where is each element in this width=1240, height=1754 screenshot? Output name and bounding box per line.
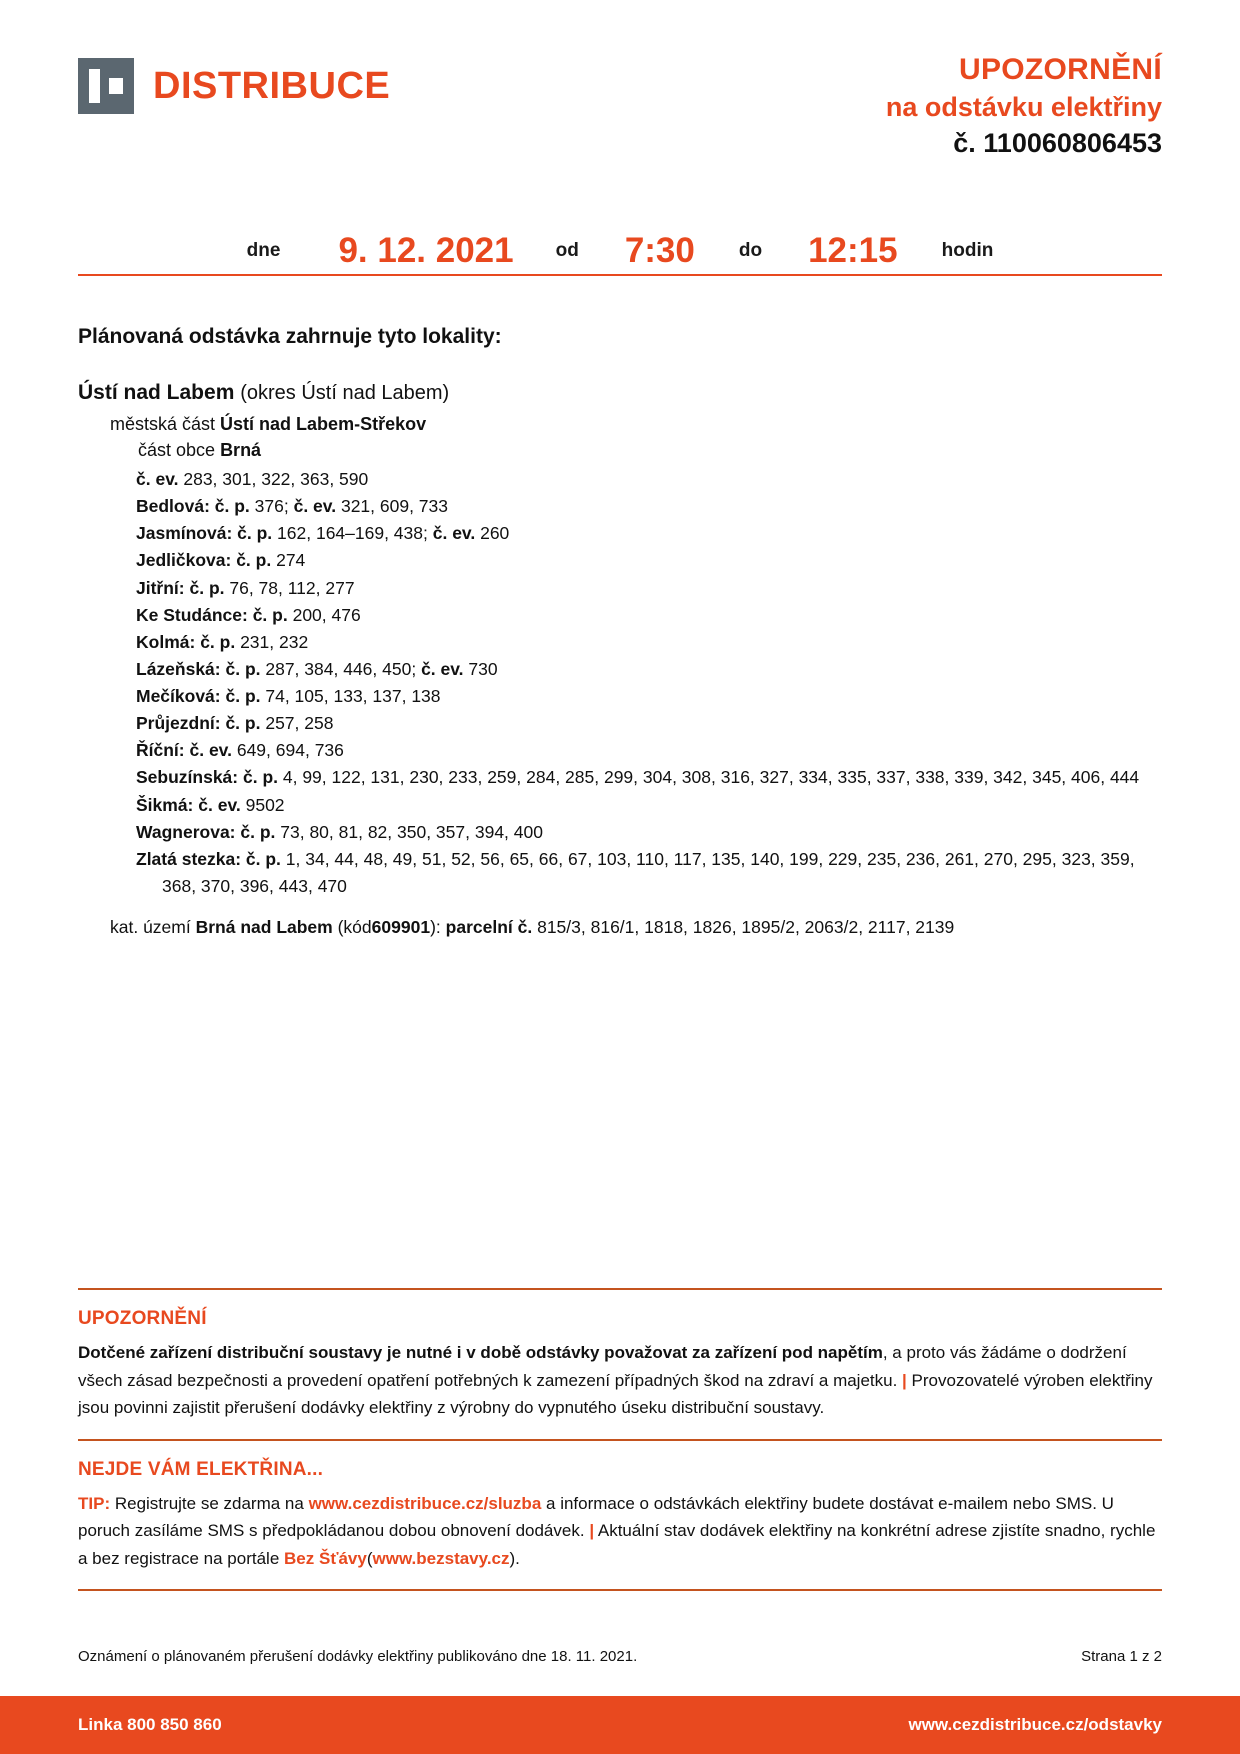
- street-entry: [136, 629, 1162, 656]
- notice-warning-lead: Dotčené zařízení distribuční soustavy je nutné i v době odstávky považovat za zařízení pod napětím: [78, 1343, 883, 1362]
- footer-phone: Linka 800 850 860: [78, 1715, 222, 1734]
- street-name: Jasmínová:: [136, 523, 238, 544]
- street-name: Šikmá:: [136, 794, 199, 815]
- localities-intro: Plánovaná odstávka zahrnuje tyto lokality:: [78, 325, 502, 348]
- street-numbers: 4, 99, 122, 131, 230, 233, 259, 284, 285, 299, 304, 308, 316, 327, 334, 335, 337, 338, 339, 342, 345, 406, 444: [278, 767, 1140, 788]
- number-type-label: č. p.: [214, 496, 250, 517]
- notice-warning-after: , a proto vás žádáme o dodržení všech zásad bezpečnosti a provedení opatření potřebných k zamezení případných škod na zdraví a majetku.: [78, 1343, 1127, 1390]
- number-type-label: č. p.: [242, 767, 278, 788]
- city-line: [78, 381, 1162, 405]
- number-type-label: č. ev.: [189, 740, 232, 761]
- street-entry: [136, 656, 1162, 683]
- notice-tip-separator: |: [589, 1521, 595, 1541]
- street-numbers: 9502: [240, 794, 285, 815]
- portal-paren-close: ).: [509, 1548, 520, 1568]
- notice-heading: UPOZORNĚNÍ: [958, 53, 1162, 86]
- parcel-numbers: 815/3, 816/1, 1818, 1826, 1895/2, 2063/2, 2117, 2139: [537, 917, 955, 937]
- number-type-label: č. ev.: [136, 469, 179, 489]
- localities-section: [78, 325, 1162, 940]
- number-type-label: č. p.: [245, 848, 281, 869]
- street-numbers: 231, 232: [235, 631, 309, 652]
- number-type-label: č. p.: [189, 577, 225, 598]
- notice-warning-title: UPOZORNĚNÍ: [78, 1308, 207, 1329]
- street-name: Kolmá:: [136, 631, 201, 652]
- brand-name: DISTRIBUCE: [153, 65, 391, 107]
- notices-section: [78, 1288, 1162, 1591]
- cadastre-line: [110, 914, 1162, 940]
- header-title-block: [886, 50, 1162, 162]
- footer-web[interactable]: www.cezdistribuce.cz/odstavky: [908, 1715, 1162, 1734]
- notice-subheading: na odstávku elektřiny: [885, 91, 1162, 122]
- number-type-label: č. p.: [200, 631, 236, 652]
- parcel-label: parcelní č.: [445, 917, 533, 937]
- cadastre-code: 609901: [371, 917, 431, 937]
- street-entry: [136, 683, 1162, 710]
- cadastre-prefix: kat. území: [110, 917, 191, 937]
- cadastre-code-suffix: ):: [430, 917, 441, 937]
- label-hodin: hodin: [941, 240, 994, 261]
- street-name: Jitřní:: [136, 577, 190, 598]
- municipal-part-prefix: městská část: [110, 414, 216, 434]
- number-type-label: č. p.: [240, 821, 276, 842]
- village-part-prefix: část obce: [138, 440, 216, 460]
- street-numbers: 283, 301, 322, 363, 590: [178, 469, 369, 489]
- portal-name: Bez Šťávy: [284, 1548, 367, 1568]
- cadastre-name: Brná nad Labem: [195, 917, 333, 937]
- street-name: Lázeňská:: [136, 658, 226, 679]
- street-name: Bedlová:: [136, 496, 215, 517]
- outage-datetime-bar: [78, 218, 1162, 276]
- street-entry: [136, 575, 1162, 602]
- municipal-part-line: [110, 414, 1162, 435]
- number-type-label: č. ev.: [432, 523, 476, 544]
- number-type-label: č. ev.: [198, 794, 241, 815]
- publication-row: [78, 1648, 1162, 1665]
- municipal-part-name: Ústí nad Labem-Střekov: [220, 414, 427, 434]
- street-numbers: 73, 80, 81, 82, 350, 357, 394, 400: [275, 821, 543, 842]
- number-type-label: č. ev.: [293, 496, 337, 517]
- street-name: Říční:: [136, 740, 190, 761]
- page-number: Strana 1 z 2: [1081, 1648, 1162, 1665]
- street-name: Ke Studánce:: [136, 604, 253, 625]
- service-link[interactable]: www.cezdistribuce.cz/sluzba: [308, 1493, 542, 1513]
- street-numbers: 321, 609, 733: [336, 496, 448, 517]
- street-name: Wagnerova:: [136, 821, 241, 842]
- street-numbers: 162, 164–169, 438;: [272, 523, 433, 544]
- street-numbers: 257, 258: [260, 713, 334, 734]
- number-type-label: č. p.: [237, 523, 273, 544]
- street-entry: [136, 547, 1162, 574]
- number-type-label: č. p.: [225, 713, 261, 734]
- portal-paren-open: (: [366, 1548, 373, 1568]
- notice-tip-title: NEJDE VÁM ELEKTŘINA...: [78, 1458, 324, 1480]
- portal-link[interactable]: www.bezstavy.cz: [372, 1548, 510, 1568]
- tip-text-3: Aktuální stav dodávek elektřiny na konkrétní adrese zjistíte snadno, rychle a bez registrace na portále: [78, 1521, 1156, 1568]
- notice-warning-separator: |: [902, 1370, 907, 1390]
- outage-time-to: 12:15: [808, 231, 898, 270]
- street-entry: [136, 792, 1162, 819]
- street-name: Průjezdní:: [136, 713, 226, 734]
- city-district: (okres Ústí nad Labem): [240, 382, 450, 404]
- publication-text: Oznámení o plánovaném přerušení dodávky elektřiny publikováno dne 18. 11. 2021.: [78, 1648, 638, 1665]
- brand-block: [78, 58, 390, 114]
- village-part-line: [138, 440, 1162, 461]
- street-numbers: 287, 384, 446, 450;: [260, 658, 422, 679]
- street-numbers: 1, 34, 44, 48, 49, 51, 52, 56, 65, 66, 67, 103, 110, 117, 135, 140, 199, 229, 235, 236, 261, 270, 295, 323, 359, 368, 370, 396, 443, 470: [162, 848, 1135, 896]
- notice-tip-body: [78, 1490, 1162, 1573]
- number-type-label: č. ev.: [421, 658, 464, 679]
- street-numbers: 649, 694, 736: [231, 740, 344, 761]
- divider-bottom: [78, 1589, 1162, 1591]
- street-numbers: 76, 78, 112, 277: [224, 577, 355, 598]
- outage-date: 9. 12. 2021: [338, 231, 514, 270]
- street-entry: [136, 520, 1162, 547]
- number-type-label: č. p.: [225, 686, 261, 706]
- tip-label: TIP:: [78, 1493, 111, 1513]
- street-numbers: 200, 476: [287, 604, 361, 625]
- street-name: Zlatá stezka:: [136, 848, 246, 869]
- street-list: [136, 466, 1162, 900]
- street-name: Jedličkova:: [136, 550, 237, 571]
- outage-time-from: 7:30: [624, 231, 695, 270]
- street-numbers: 260: [475, 523, 510, 544]
- notice-number: č. 110060806453: [953, 127, 1162, 158]
- notice-warning-tail: Provozovatelé výroben elektřiny jsou povinni zajistit přerušení dodávky elektřiny z výrobny do vypnutého úseku distribuční soustavy.: [78, 1370, 1153, 1418]
- document-header: [78, 50, 1162, 170]
- street-numbers: 730: [463, 658, 498, 679]
- street-numbers: 274: [271, 550, 306, 571]
- city-name: Ústí nad Labem: [78, 381, 235, 404]
- notice-warning-body: [78, 1339, 1162, 1422]
- number-type-label: č. p.: [225, 658, 261, 679]
- street-entry: [136, 764, 1162, 791]
- street-entry: [136, 493, 1162, 520]
- notice-tip: [78, 1441, 1162, 1590]
- cez-e-logo-icon: [78, 58, 134, 114]
- label-dne: dne: [246, 240, 281, 261]
- label-do: do: [738, 240, 763, 261]
- cadastre-code-prefix: (kód: [337, 917, 372, 937]
- street-entry: [136, 602, 1162, 629]
- label-od: od: [555, 240, 579, 261]
- notice-warning: [78, 1290, 1162, 1439]
- street-entry: [136, 737, 1162, 764]
- number-type-label: č. p.: [252, 604, 288, 625]
- street-entry: [136, 710, 1162, 737]
- street-entry: [136, 819, 1162, 846]
- street-numbers: 74, 105, 133, 137, 138: [260, 686, 441, 706]
- street-name: Sebuzínská:: [136, 767, 243, 788]
- village-part-name: Brná: [220, 440, 262, 460]
- tip-text-2: a informace o odstávkách elektřiny budete dostávat e-mailem nebo SMS. U poruch zasíláme SMS s předpokládanou dobou obnovení dodávek.: [78, 1493, 1114, 1541]
- street-numbers: 376;: [249, 496, 294, 517]
- street-entry: [136, 466, 1162, 493]
- tip-text-1: Registrujte se zdarma na: [114, 1493, 304, 1513]
- number-type-label: č. p.: [236, 550, 272, 571]
- page-footer: [0, 1696, 1240, 1754]
- street-name: Mečíková:: [136, 686, 226, 706]
- street-entry: [136, 846, 1162, 900]
